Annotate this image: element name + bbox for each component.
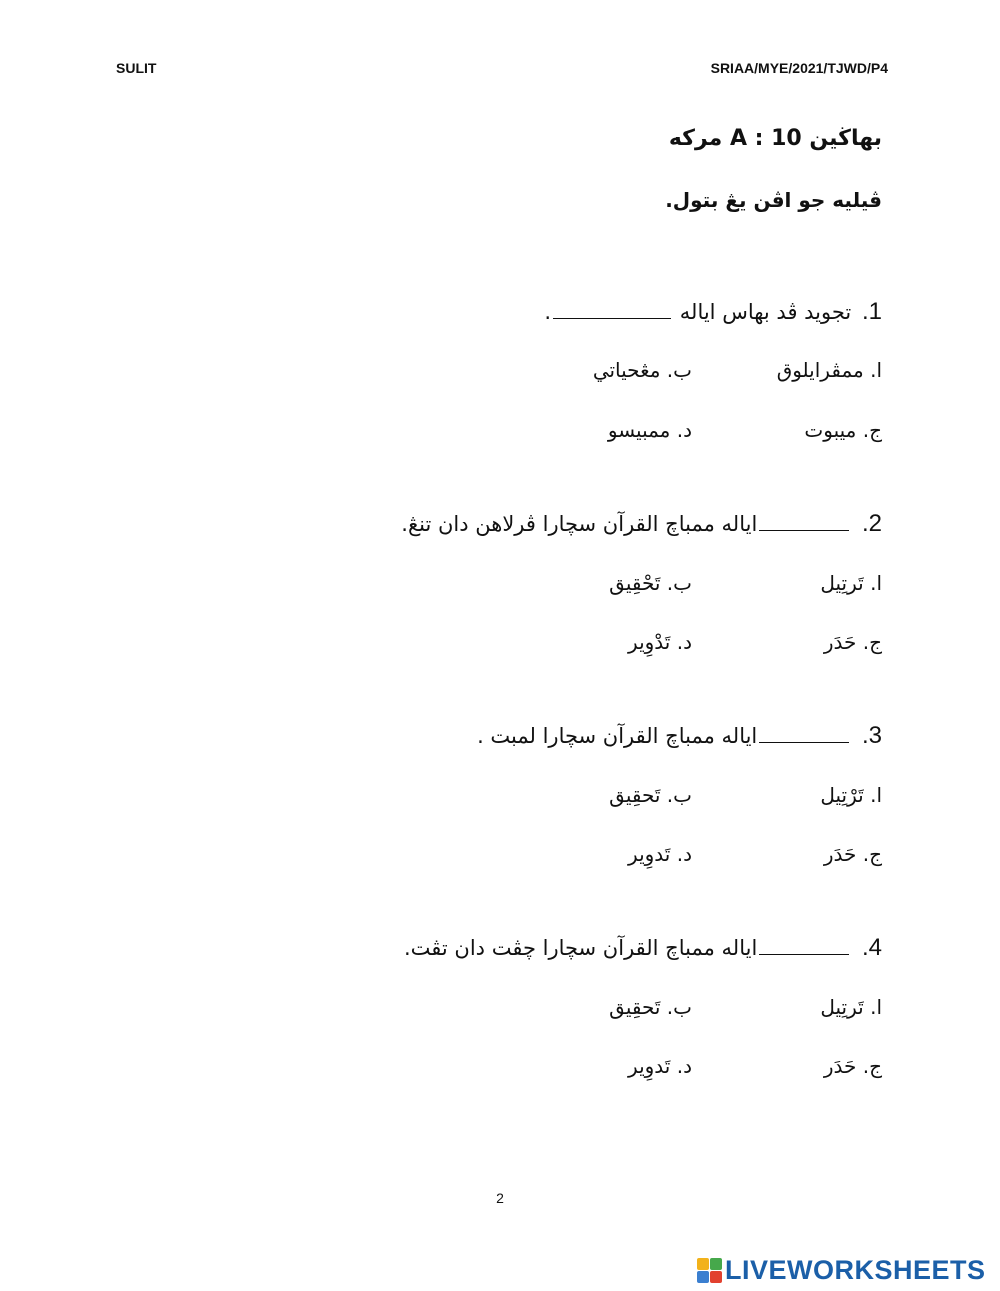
answer-blank[interactable] [759, 953, 849, 955]
liveworksheets-logo[interactable] [697, 1254, 986, 1286]
header-left-label: SULIT [116, 60, 157, 76]
option-a[interactable]: ا. تَرتِيل [820, 995, 882, 1019]
answer-blank[interactable] [553, 317, 671, 319]
question-text-after: اياله ممباچ القرآن سچارا ڤرلاهن دان تنڠ. [401, 512, 758, 536]
option-b[interactable]: ب. تَحقِيق [609, 783, 692, 807]
option-d[interactable]: د. ممبيسو [607, 418, 692, 442]
section-title: بهاڬين A : 10 مركه [668, 126, 882, 151]
option-a[interactable]: ا. ممڤرايلوق [776, 358, 882, 382]
answer-blank[interactable] [759, 741, 849, 743]
option-a[interactable]: ا. تَرتِيل [820, 571, 882, 595]
question-text-after: اياله ممباچ القرآن سچارا لمبت . [477, 724, 758, 748]
option-b[interactable]: ب. مڠحياتي [592, 358, 692, 382]
logo-blocks-icon [697, 1258, 722, 1283]
question-2 [401, 510, 882, 538]
question-number: 3. [861, 722, 882, 749]
question-number: 1. [861, 298, 882, 325]
option-c[interactable]: ج. ميبوت [804, 418, 882, 442]
question-4 [404, 934, 882, 962]
question-1 [544, 298, 882, 326]
option-c[interactable]: ج. حَدَر [823, 630, 882, 654]
option-b[interactable]: ب. تَحْقِيق [609, 571, 692, 595]
logo-block [697, 1271, 709, 1283]
question-text-after: . [544, 300, 552, 324]
section-instruction: ڤيليه جو اڤن يڠ بتول. [665, 188, 882, 212]
page-number: 2 [496, 1190, 504, 1206]
question-text-after: اياله ممباچ القرآن سچارا چڤت دان تڤت. [403, 936, 758, 960]
option-c[interactable]: ج. حَدَر [823, 1054, 882, 1078]
option-d[interactable]: د. تَدوِير [628, 842, 692, 866]
option-d[interactable]: د. تَدوِير [628, 1054, 692, 1078]
option-b[interactable]: ب. تَحقِيق [609, 995, 692, 1019]
option-a[interactable]: ا. تَرْتِيل [820, 783, 882, 807]
question-number: 4. [861, 934, 882, 961]
logo-text: LIVEWORKSHEETS [725, 1254, 986, 1285]
option-d[interactable]: د. تَدْوِير [628, 630, 692, 654]
logo-block [710, 1258, 722, 1270]
header-reference-code: SRIAA/MYE/2021/TJWD/P4 [710, 60, 888, 76]
logo-block [697, 1258, 709, 1270]
logo-block [710, 1271, 722, 1283]
option-c[interactable]: ج. حَدَر [823, 842, 882, 866]
question-3 [477, 722, 882, 750]
answer-blank[interactable] [759, 529, 849, 531]
question-text-before: تجويد ڤد بهاس اياله [679, 300, 852, 324]
question-number: 2. [861, 510, 882, 537]
